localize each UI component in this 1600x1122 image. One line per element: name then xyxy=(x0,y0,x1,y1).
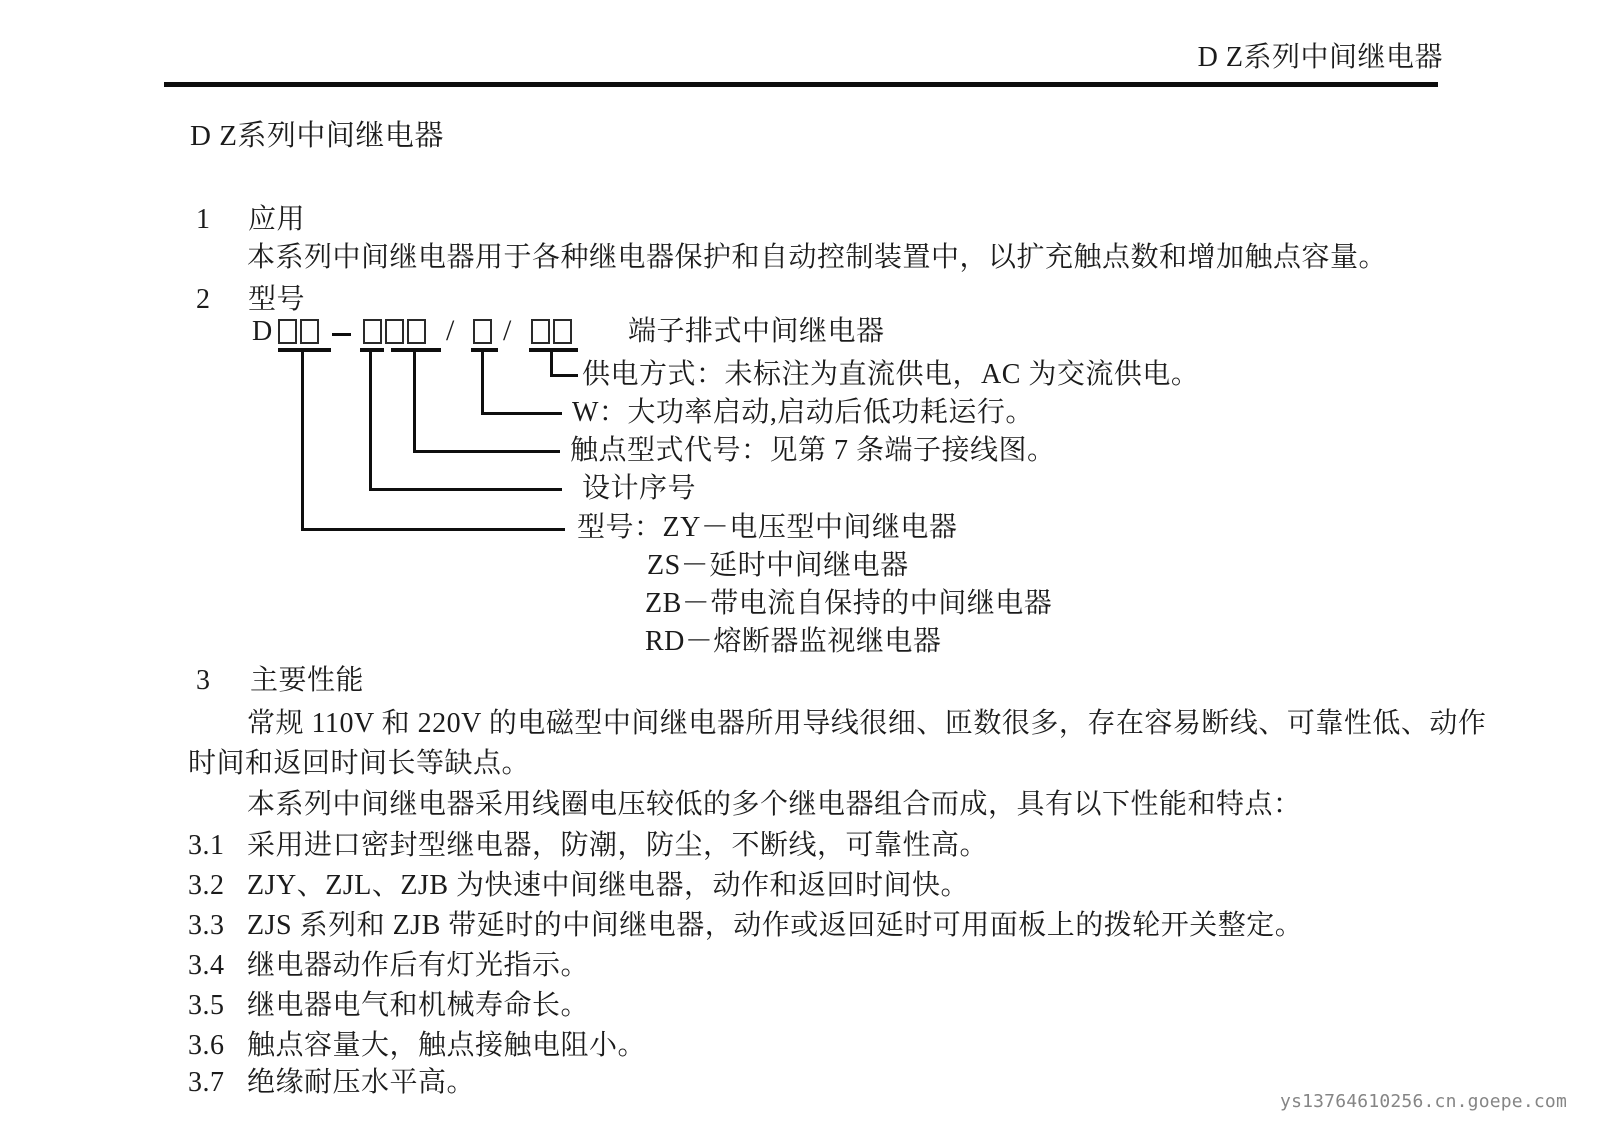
model-slash: / xyxy=(503,314,512,347)
header-doc-ref: D Z系列中间继电器 xyxy=(1197,42,1443,73)
model-slash: / xyxy=(446,314,455,347)
model-box xyxy=(278,319,297,344)
feature-number: 3.6 xyxy=(188,1030,225,1061)
callout-model-type-zs: ZS－延时中间继电器 xyxy=(647,550,909,581)
segment-underline-w-option xyxy=(471,348,498,352)
section3-heading: 主要性能 xyxy=(250,665,365,696)
feature-text: 继电器电气和机械寿命长。 xyxy=(247,990,590,1021)
section1-body: 本系列中间继电器用于各种继电器保护和自动控制装置中，以扩充触点数和增加触点容量。 xyxy=(247,242,1388,273)
feature-number: 3.7 xyxy=(188,1067,225,1098)
model-box xyxy=(363,319,382,344)
feature-item xyxy=(188,1067,475,1099)
feature-number: 3.3 xyxy=(188,910,225,941)
connector-line xyxy=(301,528,565,531)
page-title: D Z系列中间继电器 xyxy=(190,120,444,152)
callout-model-type-zy: 型号：ZY－电压型中间继电器 xyxy=(577,512,958,543)
feature-text: ZJS 系列和 ZJB 带延时的中间继电器，动作或返回延时可用面板上的拨轮开关整定。 xyxy=(247,910,1304,941)
callout-model-type-rd: RD－熔断器监视继电器 xyxy=(645,626,942,657)
model-dash xyxy=(332,333,351,336)
feature-number: 3.1 xyxy=(188,830,225,861)
callout-model-type-zb: ZB－带电流自保持的中间继电器 xyxy=(645,588,1053,619)
feature-text: ZJY、ZJL、ZJB 为快速中间继电器，动作和返回时间快。 xyxy=(247,870,970,901)
feature-item xyxy=(188,910,1303,942)
connector-line xyxy=(369,352,372,491)
feature-number: 3.4 xyxy=(188,950,225,981)
section3-number: 3 xyxy=(196,665,211,696)
feature-item xyxy=(188,990,589,1022)
section1-heading: 应用 xyxy=(248,204,306,235)
connector-line xyxy=(369,488,562,491)
segment-underline-model-code xyxy=(278,348,331,352)
section1-number: 1 xyxy=(196,204,211,235)
segment-underline-power-supply xyxy=(529,348,578,352)
model-box xyxy=(385,319,404,344)
model-type-label: 端子排式中间继电器 xyxy=(628,316,885,347)
connector-line xyxy=(413,352,416,453)
section3-paragraph1-line1: 常规 110V 和 220V 的电磁型中间继电器所用导线很细、匝数很多，存在容易断线、可靠性低、动作 xyxy=(247,708,1487,739)
feature-text: 采用进口密封型继电器，防潮，防尘，不断线，可靠性高。 xyxy=(247,830,989,861)
callout-contact-code: 触点型式代号：见第 7 条端子接线图。 xyxy=(570,435,1056,466)
connector-line xyxy=(481,412,562,415)
feature-text: 绝缘耐压水平高。 xyxy=(247,1067,476,1098)
connector-line xyxy=(550,374,578,377)
feature-item xyxy=(188,950,589,982)
section2-number: 2 xyxy=(196,284,211,315)
section2-heading: 型号 xyxy=(248,284,306,315)
feature-number: 3.5 xyxy=(188,990,225,1021)
header-rule xyxy=(164,82,1438,87)
callout-design-serial: 设计序号 xyxy=(582,473,697,504)
connector-line xyxy=(301,352,304,531)
feature-item xyxy=(188,830,988,862)
section3-paragraph1-line2: 时间和返回时间长等缺点。 xyxy=(188,748,531,779)
segment-underline-contact-code xyxy=(391,348,441,352)
feature-item xyxy=(188,1030,646,1062)
feature-item xyxy=(188,870,969,902)
model-box xyxy=(407,319,426,344)
section3-paragraph2: 本系列中间继电器采用线圈电压较低的多个继电器组合而成，具有以下性能和特点： xyxy=(247,789,1302,820)
model-box xyxy=(473,319,492,344)
model-box xyxy=(300,319,319,344)
callout-power-supply: 供电方式：未标注为直流供电，AC 为交流供电。 xyxy=(582,359,1200,390)
model-prefix: D xyxy=(252,316,273,347)
callout-w-option: W：大功率启动,启动后低功耗运行。 xyxy=(572,397,1034,428)
segment-underline-design-serial xyxy=(360,348,384,352)
connector-line xyxy=(413,450,560,453)
feature-number: 3.2 xyxy=(188,870,225,901)
feature-text: 触点容量大，触点接触电阻小。 xyxy=(247,1030,647,1061)
model-box xyxy=(531,319,550,344)
connector-line xyxy=(481,352,484,415)
model-box xyxy=(553,319,572,344)
feature-text: 继电器动作后有灯光指示。 xyxy=(247,950,590,981)
watermark-text: ys13764610256.cn.goepe.com xyxy=(1280,1091,1567,1112)
